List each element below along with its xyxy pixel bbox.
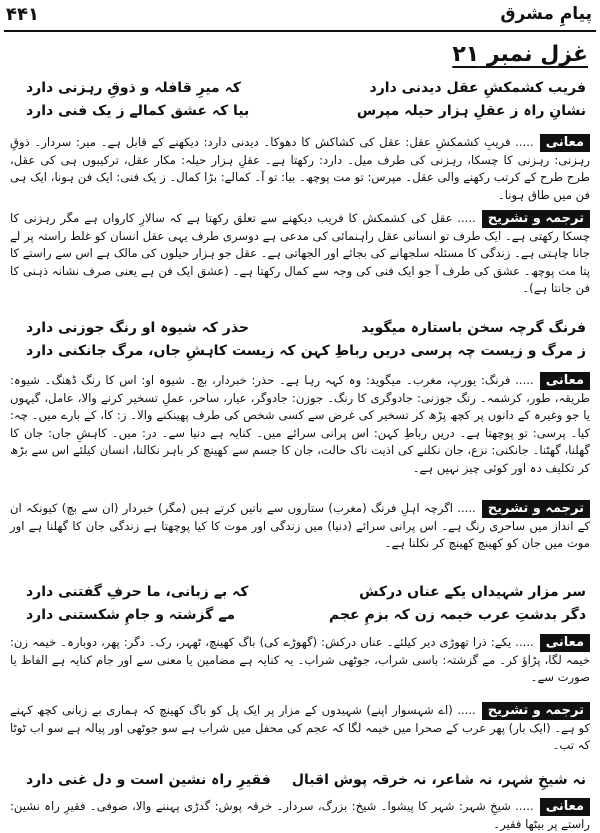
translation-label: ترجمہ و تشریح [482, 210, 590, 228]
verse-right-hemistich: ز مرگ و زیست چہ پرسی دریں رباطِ کہن [300, 343, 586, 359]
verse-left-hemistich: کہ بے زبانی، ما حرفِ گفتنی دارد [26, 584, 249, 600]
verse-right-hemistich: فرنگ گرچہ سخن باستارہ میگوید [361, 320, 586, 336]
verse-couplet [12, 320, 586, 342]
page-number: ۴۴۱ [6, 4, 39, 25]
translation-paragraph [10, 210, 590, 298]
verse-couplet [12, 772, 586, 794]
meanings-text: ..... فریبِ کشمکشِ عقل: عقل کی کشاکش کا دھوکا۔ دیدنی دارد: دیکھنے کے قابل ہے۔ میر: سردار۔ ذوقِ رہزنی: رہزنی کا چسکا، رہزنی کی طرف میل۔ دارد: رکھتا ہے۔ عقلِ ہزار حیلہ: مکار عقل، ترکیبوں ہی کی عقل، طرح طرح کے کرتب رکھنے والی عقل۔ مپرس: تو مت پوچھ۔ بیا: تو آ۔ کمالے: بڑا کمال۔ ز یک فنی: ایک فن ہونا، ایک ہی فن میں طاق ہونا۔ [10, 135, 590, 202]
meanings-paragraph [10, 634, 590, 687]
verse-couplet [12, 607, 586, 629]
meanings-label: معانی [540, 798, 590, 816]
verse-left-hemistich: بیا کہ عشق کمالے ز یک فنی دارد [26, 103, 250, 119]
verse-couplet [12, 103, 586, 125]
meanings-paragraph [10, 798, 590, 833]
meanings-label: معانی [540, 134, 590, 152]
verse-left-hemistich: حذر کہ شیوہ او رنگ جوزنی دارد [26, 320, 250, 336]
verse-left-hemistich: کہ میرِ قافلہ و ذوقِ رہزنی دارد [26, 80, 241, 96]
meanings-text: ..... یکے: ذرا تھوڑی دیر کیلئے۔ عناں درکش: (گھوڑے کی) باگ کھینچ، ٹھہر، رک۔ دگر: پھر، دوبارہ۔ خیمہ زن: خیمہ لگا، پڑاؤ کر۔ مے گزشتہ: باسی شراب، جوٹھی شراب۔ یہ کنایہ ہے مضامین یا معنی سے اور جام کنایہ ہے الفاظ یا صورت سے۔ [10, 635, 590, 685]
translation-paragraph [10, 702, 590, 755]
translation-label: ترجمہ و تشریح [482, 702, 590, 720]
verse-couplet [12, 584, 586, 606]
verse-right-hemistich: سر مزار شہیداں یکے عناں درکش [359, 584, 586, 600]
translation-text: ..... عقل کی کشمکش کا فریب دیکھنے سے تعلق رکھتا ہے کہ سالارِ کارواں ہے مگر رہزنی کا چسکا رکھتی ہے۔ ایک طرف تو انسانی عقل راہنمائی کی مدعی ہے دوسری طرف یہی عقل انسان کو غلط راستہ پر لے جانا چاہتی ہے۔ زندگی کا مسئلہ سلجھانے کی بجائے اور الجھاتی ہے۔ عقل جو ہزار حیلوں کی مالک ہے اس سے راستے کا پتا مت پوچھ۔ عشق کی طرف آ جو ایک فنی کی وجہ سے کمال رکھتا ہے۔ (عشق ایک فن ہے یعنی صرف نشانہ ذہنی کا فن جانتا ہے)۔ [10, 211, 590, 296]
page-header [0, 0, 600, 32]
verse-left-hemistich: فقیرِ راہ نشین است و دل غنی دارد [26, 772, 271, 788]
ghazal-title: غزل نمبر ۲۱ [452, 42, 588, 67]
meanings-paragraph [10, 372, 590, 478]
verse-right-hemistich: نہ شیخِ شہر، نہ شاعر، نہ خرقہ پوش اقبال [291, 772, 586, 788]
book-title: پیامِ مشرق [500, 4, 592, 24]
meanings-label: معانی [540, 372, 590, 390]
translation-text: ..... اگرچہ اہلِ فرنگ (مغرب) ستاروں سے باتیں کرتے ہیں (مگر) خبردار (ان سے بچ) کیونکہ ان کے انداز میں ساحری رنگ ہے۔ اس پرانی سرائے (دنیا) میں زندگی اور موت کا کیا پوچھتا ہے زندگی جان کا گھلنا ہے اور موت میں جان کو کھینچ کھینچ کر نکلنا ہے۔ [10, 501, 590, 551]
verse-couplet [12, 343, 586, 365]
meanings-paragraph [10, 134, 590, 204]
translation-text: ..... (اے شہسوار اپنے) شہیدوں کے مزار پر ایک پل کو باگ کھینچ کہ ہماری بے زبانی کچھ کہنے کو ہے۔ (ایک بار) پھر عرب کے صحرا میں خیمہ لگا کہ عجم کی محفل میں شراب ہے سو جوٹھی اور پیالہ ہے سو اب ٹوٹا کہ تب۔ [10, 703, 590, 753]
meanings-text: ..... شیخِ شہر: شہر کا پیشوا۔ شیخ: بزرگ، سردار۔ خرقہ پوش: گدڑی پہننے والا، صوفی۔ فقیرِ راہ نشین: راستے پر بیٹھا فقیر۔ [10, 799, 590, 831]
verse-couplet [12, 80, 586, 102]
verse-left-hemistich: کہ زیست کاہشِ جاں، مرگ جانکنی دارد [26, 343, 296, 359]
verse-right-hemistich: نشانِ راہ ز عقلِ ہزار حیلہ مپرس [356, 103, 586, 119]
meanings-text: ..... فرنگ: یورپ، مغرب۔ میگوید: وہ کہہ رہا ہے۔ حذر: خبردار، بچ۔ شیوہ او: اس کا رنگ ڈھنگ۔ شیوہ: طریقہ، طور، کرشمہ۔ رنگ جوزنی: جادوگری کا رنگ۔ جوزن: جادوگر، عیار، ساحر، عملِ تسخیر کرنے والا، عامل، گیہوں یا جو وغیرہ کے دانوں پر کچھ پڑھ کر تسخیر کی غرض سے کسی شخص کی طرف پھینکنے والا۔ ز: کا، کے بارے میں۔ چہ: کیا۔ پرسی: تو پوچھتا ہے۔ دریں رباطِ کہن: اس پرانی سرائے میں۔ کنایہ ہے دنیا سے۔ در: میں۔ کاہشِ جاں: جان کا گھلنا، گھٹنا۔ جانکنی: نزع، جان نکلنے کی اذیت ناک حالت، جان کا جسم سے کھینچ کر باہر نکالنا، انسان کیلئے اس سے بڑھ کر تکلیف دہ اور کوئی چیز نہیں ہے۔ [10, 373, 590, 475]
header-rule [4, 30, 596, 32]
verse-left-hemistich: مے گزشتہ و جامِ شکستنی دارد [26, 607, 236, 623]
translation-paragraph [10, 500, 590, 553]
translation-label: ترجمہ و تشریح [482, 500, 590, 518]
meanings-label: معانی [540, 634, 590, 652]
verse-right-hemistich: فریب کشمکشِ عقل دیدنی دارد [369, 80, 586, 96]
verse-right-hemistich: دگر بدشتِ عرب خیمہ زن کہ بزمِ عجم [328, 607, 586, 623]
